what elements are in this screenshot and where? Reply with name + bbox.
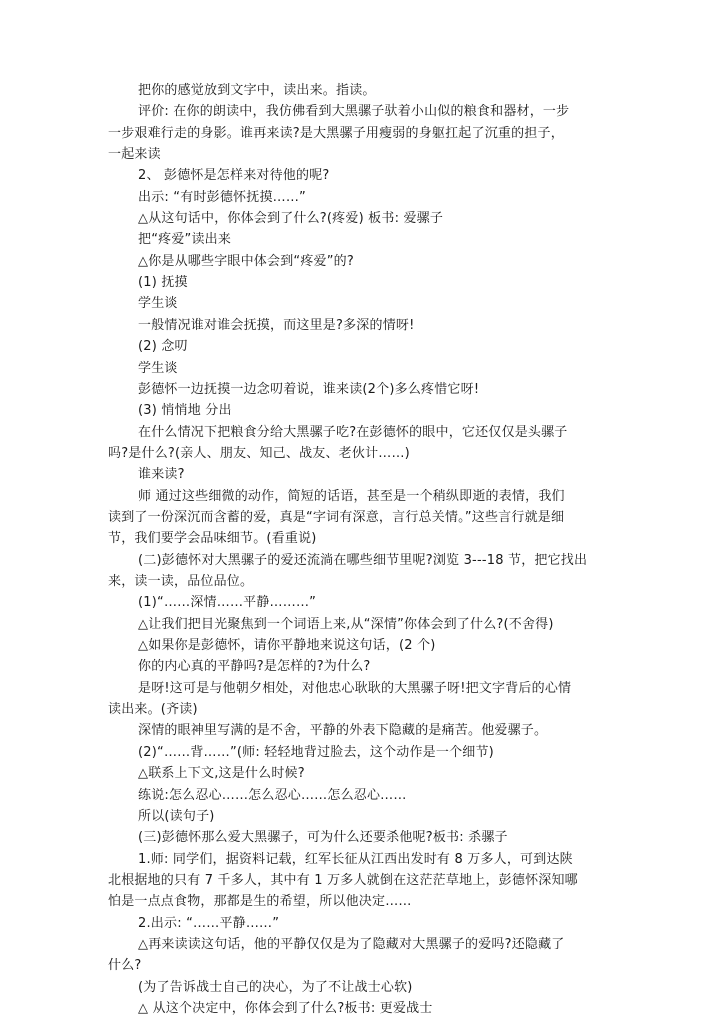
- text-line: 北根据地的只有 7 千多人，其中有 1 万多人就倒在这茫茫草地上，彭德怀深知哪: [108, 872, 578, 888]
- text-line: 谁来读?: [138, 467, 185, 483]
- text-line: (3) 悄悄地 分出: [138, 403, 232, 419]
- text-line: 练说:怎么忍心……怎么忍心……怎么忍心……: [138, 787, 407, 803]
- text-line: 2.出示: “……平静……”: [138, 915, 280, 931]
- text-line: 一般情况谁对谁会抚摸，而这里是?多深的情呀!: [138, 317, 415, 333]
- text-line: (2) 念叨: [138, 339, 188, 355]
- text-line: 在什么情况下把粮食分给大黑骡子吃?在彭德怀的眼中，它还仅仅是头骡子: [138, 424, 568, 440]
- text-line: 读到了一份深沉而含蓄的爱，真是“字词有深意，言行总关情。”这些言行就是细: [108, 509, 565, 525]
- text-line: (1)“……深情……平静………”: [138, 595, 317, 611]
- text-line: 是呀!这可是与他朝夕相处，对他忠心耿耿的大黑骡子呀!把文字背后的心情: [138, 680, 572, 696]
- text-line: 怕是一点点食物，那都是生的希望，所以他决定……: [108, 894, 412, 910]
- text-line: △再来读读这句话，他的平静仅仅是为了隐藏对大黑骡子的爱吗?还隐藏了: [138, 936, 565, 952]
- text-line: 把你的感觉放到文字中，读出来。指读。: [138, 83, 376, 98]
- text-line: 什么?: [108, 958, 142, 974]
- text-line: 一起来读: [108, 147, 161, 163]
- text-line: (2)“……背……”(师: 轻轻地背过脸去，这个动作是一个细节): [138, 744, 494, 760]
- text-line: 学生谈: [138, 296, 178, 312]
- text-line: △如果你是彭德怀，请你平静地来说这句话，(2 个): [138, 638, 436, 654]
- text-line: 彭德怀一边抚摸一边念叨着说，谁来读(2个)多么疼惜它呀!: [138, 381, 480, 397]
- text-line: △让我们把目光聚焦到一个词语上来,从“深情”你体会到了什么?(不舍得): [138, 616, 554, 632]
- text-line: (为了告诉战士自己的决心，为了不让战士心软): [138, 979, 413, 995]
- text-line: 一步艰难行走的身影。谁再来读?是大黑骡子用瘦弱的身躯扛起了沉重的担子，: [108, 125, 564, 141]
- text-line: (二)彭德怀对大黑骡子的爱还流淌在哪些细节里呢?浏览 3---18 节，把它找出: [138, 552, 588, 568]
- text-line: 评价: 在你的朗读中，我仿佛看到大黑骡子驮着小山似的粮食和器材，一步: [138, 104, 570, 120]
- text-line: 把“疼爱”读出来: [138, 232, 232, 248]
- text-line: 出示: “有时彭德怀抚摸……”: [138, 189, 306, 205]
- text-line: 1.师: 同学们，据资料记载，红军长征从江西出发时有 8 万多人，可到达陕: [138, 851, 573, 867]
- text-line: 你的内心真的平静吗?是怎样的?为什么?: [138, 659, 371, 675]
- text-line: (三)彭德怀那么爱大黑骡子，可为什么还要杀他呢?板书: 杀骡子: [138, 830, 508, 846]
- text-line: 学生谈: [138, 360, 178, 376]
- text-line: 2、 彭德怀是怎样来对待他的呢?: [138, 168, 330, 184]
- text-line: 读出来。(齐读): [108, 702, 198, 718]
- text-line: (1) 抚摸: [138, 275, 188, 291]
- text-line: △ 从这个决定中，你体会到了什么?板书: 更爱战士: [138, 1001, 433, 1016]
- text-line: 节，我们要学会品味细节。(看重说): [108, 531, 317, 547]
- text-line: △从这句话中，你体会到了什么?(疼爱) 板书: 爱骡子: [138, 211, 444, 227]
- text-line: 深情的眼神里写满的是不舍，平静的外表下隐藏的是痛苦。他爱骡子。: [138, 723, 548, 739]
- text-line: △联系上下文,这是什么时候?: [138, 766, 305, 782]
- text-line: △你是从哪些字眼中体会到“疼爱”的?: [138, 253, 354, 269]
- text-line: 师 通过这些细微的动作，简短的话语，甚至是一个稍纵即逝的表情，我们: [138, 488, 565, 504]
- text-line: 来，读一读，品位品位。: [108, 574, 254, 590]
- text-line: 所以(读句子): [138, 808, 215, 824]
- text-line: 吗?是什么?(亲人、朋友、知己、战友、老伙计……): [108, 445, 410, 461]
